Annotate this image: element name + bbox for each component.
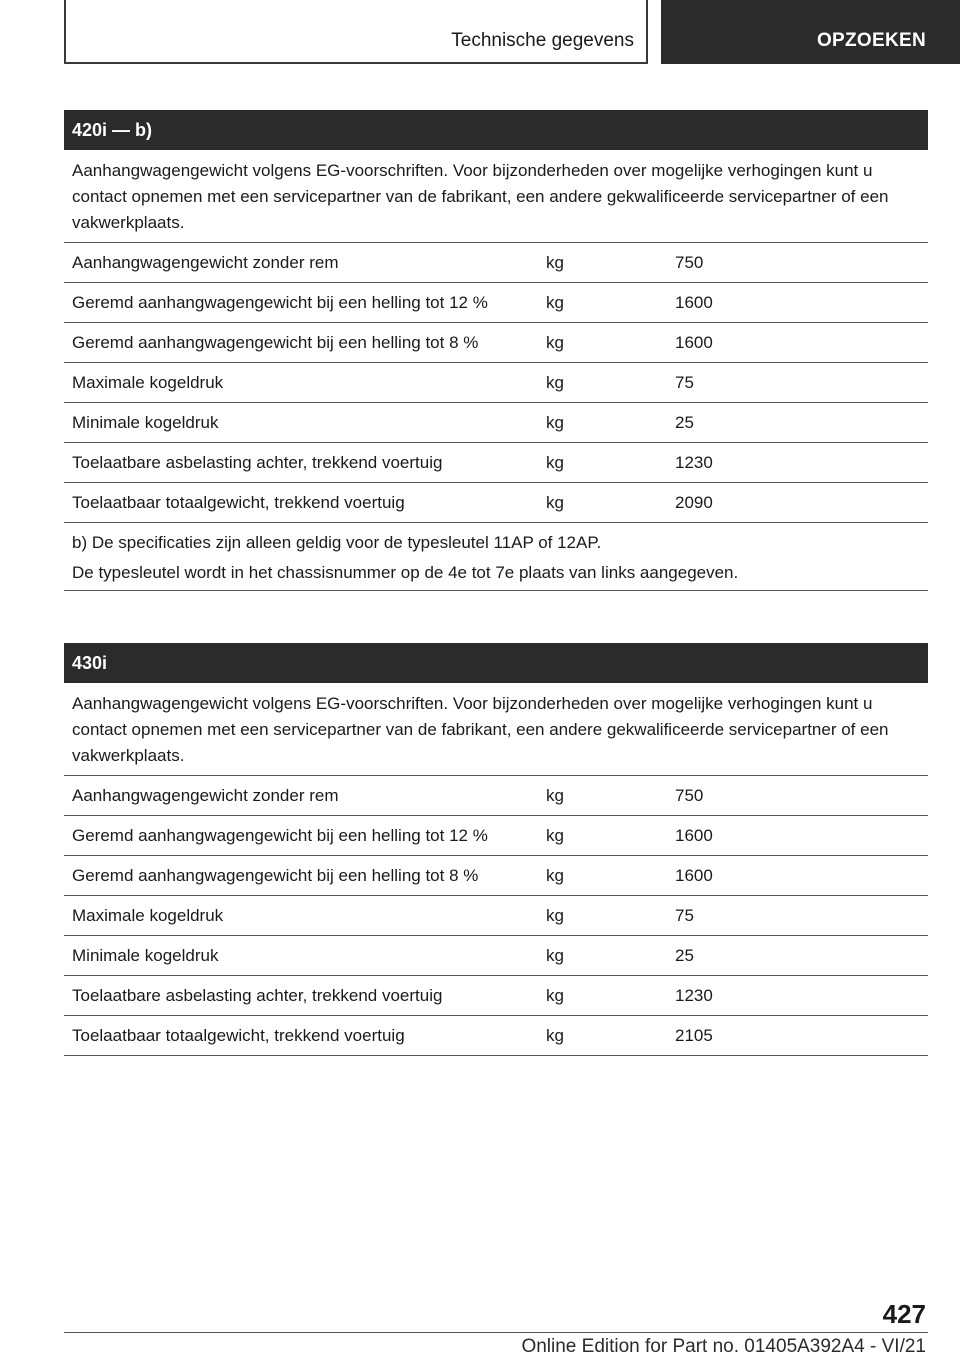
row-value: 1600 — [667, 856, 928, 896]
row-unit: kg — [538, 776, 667, 816]
row-value: 1230 — [667, 443, 928, 483]
spec-table — [64, 243, 928, 523]
table-row — [64, 856, 928, 896]
table-row — [64, 776, 928, 816]
table-row — [64, 936, 928, 976]
row-label: Maximale kogeldruk — [64, 896, 538, 936]
row-value: 75 — [667, 896, 928, 936]
row-label: Toelaatbaar totaalgewicht, trekkend voertuig — [64, 1016, 538, 1056]
row-label: Maximale kogeldruk — [64, 363, 538, 403]
section-heading: 430i — [64, 643, 928, 683]
row-unit: kg — [538, 816, 667, 856]
row-label: Aanhangwagengewicht zonder rem — [64, 243, 538, 283]
table-row — [64, 443, 928, 483]
row-label: Geremd aanhangwagengewicht bij een helling tot 12 % — [64, 283, 538, 323]
lookup-badge-label: OPZOEKEN — [816, 30, 926, 51]
row-unit: kg — [538, 363, 667, 403]
row-label: Minimale kogeldruk — [64, 936, 538, 976]
row-unit: kg — [538, 896, 667, 936]
row-label: Geremd aanhangwagengewicht bij een helling tot 12 % — [64, 816, 538, 856]
row-value: 25 — [667, 403, 928, 443]
row-value: 1600 — [667, 283, 928, 323]
footnotes — [64, 523, 928, 591]
row-unit: kg — [538, 856, 667, 896]
table-row — [64, 816, 928, 856]
row-unit: kg — [538, 323, 667, 363]
section-intro: Aanhangwagengewicht volgens EG-voorschriften. Voor bijzonderheden over mogelijke verhogingen kunt u contact opnemen met een servicepartner van de fabrikant, een andere gekwalificeerde servicepartner of een vakwerkplaats. — [64, 150, 928, 243]
footnote: b) De specificaties zijn alleen geldig voor de typesleutel 11AP of 12AP. — [72, 533, 602, 552]
edition-note: Online Edition for Part no. 01405A392A4 - VI/21 — [521, 1336, 926, 1357]
page-number: 427 — [882, 1299, 926, 1329]
row-value: 1600 — [667, 816, 928, 856]
table-row — [64, 403, 928, 443]
row-label: Toelaatbare asbelasting achter, trekkend voertuig — [64, 976, 538, 1016]
row-label: Geremd aanhangwagengewicht bij een helling tot 8 % — [64, 856, 538, 896]
spec-section-430i — [64, 643, 928, 1056]
table-row — [64, 283, 928, 323]
section-tab-label: Technische gegevens — [451, 30, 634, 51]
spec-section-420i — [64, 110, 928, 591]
row-unit: kg — [538, 936, 667, 976]
row-unit: kg — [538, 243, 667, 283]
row-label: Toelaatbare asbelasting achter, trekkend voertuig — [64, 443, 538, 483]
table-row — [64, 323, 928, 363]
row-value: 1600 — [667, 323, 928, 363]
table-row — [64, 363, 928, 403]
section-heading: 420i — b) — [64, 110, 928, 150]
row-value: 75 — [667, 363, 928, 403]
table-row — [64, 483, 928, 523]
row-unit: kg — [538, 403, 667, 443]
row-label: Minimale kogeldruk — [64, 403, 538, 443]
spec-table — [64, 776, 928, 1056]
row-label: Aanhangwagengewicht zonder rem — [64, 776, 538, 816]
table-row — [64, 243, 928, 283]
row-label: Toelaatbaar totaalgewicht, trekkend voertuig — [64, 483, 538, 523]
section-tab[interactable] — [64, 0, 648, 64]
row-label: Geremd aanhangwagengewicht bij een helling tot 8 % — [64, 323, 538, 363]
footnote: De typesleutel wordt in het chassisnummer op de 4e tot 7e plaats van links aangegeven. — [72, 563, 739, 582]
row-unit: kg — [538, 1016, 667, 1056]
row-unit: kg — [538, 483, 667, 523]
row-value: 750 — [667, 243, 928, 283]
row-value: 1230 — [667, 976, 928, 1016]
row-value: 750 — [667, 776, 928, 816]
section-intro: Aanhangwagengewicht volgens EG-voorschriften. Voor bijzonderheden over mogelijke verhogingen kunt u contact opnemen met een servicepartner van de fabrikant, een andere gekwalificeerde servicepartner of een vakwerkplaats. — [64, 683, 928, 776]
table-row — [64, 1016, 928, 1056]
footer-divider — [64, 1332, 928, 1333]
lookup-badge[interactable] — [661, 0, 960, 64]
row-unit: kg — [538, 283, 667, 323]
row-value: 2105 — [667, 1016, 928, 1056]
table-row — [64, 896, 928, 936]
table-row — [64, 976, 928, 1016]
row-unit: kg — [538, 443, 667, 483]
row-unit: kg — [538, 976, 667, 1016]
row-value: 2090 — [667, 483, 928, 523]
row-value: 25 — [667, 936, 928, 976]
